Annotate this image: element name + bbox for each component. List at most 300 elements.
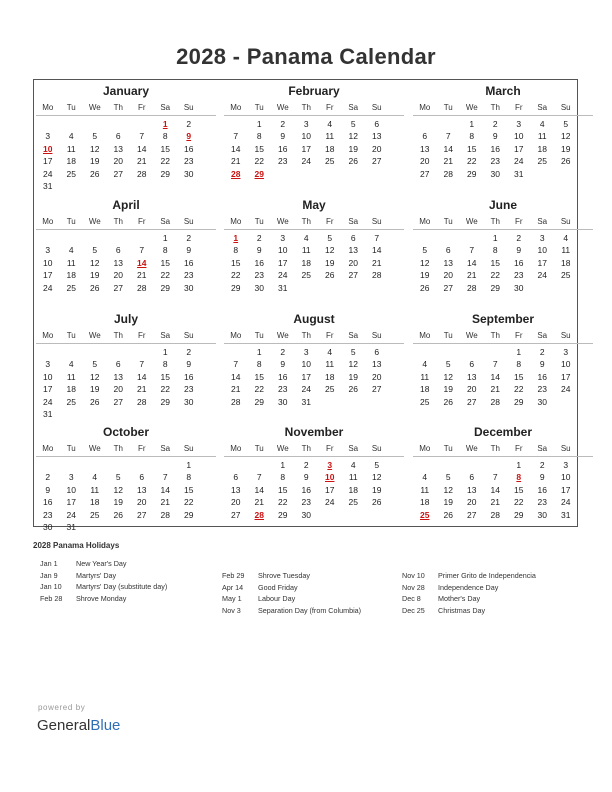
day-cell: 1 xyxy=(280,460,286,470)
empty-cell xyxy=(295,168,319,180)
day-cell: 19 xyxy=(348,371,358,382)
day-cell: 7 xyxy=(445,131,451,142)
empty-cell xyxy=(271,168,295,180)
holiday-item xyxy=(402,593,536,605)
weekday-label: Fr xyxy=(514,103,523,112)
week-row xyxy=(413,130,593,142)
holiday-date: Dec 25 xyxy=(402,605,425,615)
day-cell: 24 xyxy=(561,384,571,395)
weekday-label: Th xyxy=(301,217,311,226)
empty-cell xyxy=(342,396,366,408)
day-cell: 20 xyxy=(372,143,382,154)
weekday-label: We xyxy=(88,331,101,340)
weekday-header xyxy=(224,328,404,344)
day-cell: 26 xyxy=(90,396,100,407)
day-cell: 15 xyxy=(231,257,241,268)
day-cell: 26 xyxy=(372,497,382,508)
day-cell: 18 xyxy=(325,143,335,154)
day-cell: 19 xyxy=(443,497,453,508)
day-cell: 30 xyxy=(184,282,194,293)
day-cell: 12 xyxy=(90,143,100,154)
weekday-label: We xyxy=(465,103,478,112)
weekday-label: Sa xyxy=(348,217,359,226)
weekday-label: Tu xyxy=(66,103,76,112)
day-cell: 20 xyxy=(113,384,123,395)
holiday-name: Shrove Monday xyxy=(76,593,127,603)
month-march xyxy=(413,82,593,180)
weekday-label: We xyxy=(465,331,478,340)
week-row xyxy=(224,484,404,496)
weekday-label: Th xyxy=(113,103,123,112)
empty-cell xyxy=(413,118,437,130)
week-row xyxy=(36,118,216,130)
holiday-item xyxy=(40,570,167,582)
day-cell: 12 xyxy=(348,359,358,370)
weekday-label: Sa xyxy=(537,444,548,453)
day-cell: 23 xyxy=(278,156,288,167)
weekday-label: We xyxy=(465,444,478,453)
day-cell: 26 xyxy=(443,509,453,520)
day-cell: 23 xyxy=(43,509,53,520)
day-cell: 23 xyxy=(537,384,547,395)
day-cell: 18 xyxy=(537,143,547,154)
day-cell: 17 xyxy=(301,143,311,154)
weekday-label: Th xyxy=(113,331,123,340)
weekday-header xyxy=(224,100,404,116)
week-row xyxy=(224,155,404,167)
day-cell: 3 xyxy=(303,347,309,357)
day-cell: 21 xyxy=(160,497,170,508)
empty-cell xyxy=(224,118,248,130)
day-cell: 14 xyxy=(137,143,147,154)
day-cell: 5 xyxy=(92,359,98,370)
empty-cell xyxy=(365,282,389,294)
day-cell: 9 xyxy=(186,245,192,256)
day-cell: 6 xyxy=(233,472,239,483)
empty-cell xyxy=(437,232,461,244)
day-cell: 29 xyxy=(278,509,288,520)
day-cell: 1 xyxy=(492,233,498,243)
day-cell: 3 xyxy=(563,347,569,357)
week-row xyxy=(36,346,216,358)
empty-cell xyxy=(154,459,178,471)
weekday-label: Sa xyxy=(537,103,548,112)
empty-cell xyxy=(460,459,484,471)
day-cell: 29 xyxy=(254,168,264,179)
day-cell: 21 xyxy=(490,497,500,508)
weekday-label: We xyxy=(88,444,101,453)
weekday-label: Th xyxy=(490,103,500,112)
generalblue-logo[interactable] xyxy=(37,717,120,734)
week-row xyxy=(36,282,216,294)
day-cell: 4 xyxy=(563,233,569,243)
day-cell: 28 xyxy=(231,396,241,407)
empty-cell xyxy=(318,509,342,521)
week-row xyxy=(413,484,593,496)
weekday-header xyxy=(224,441,404,457)
day-cell: 20 xyxy=(348,257,358,268)
day-cell: 14 xyxy=(443,143,453,154)
day-cell: 13 xyxy=(467,371,477,382)
day-cell: 28 xyxy=(254,509,264,520)
week-row xyxy=(413,244,593,256)
day-cell: 28 xyxy=(372,270,382,281)
week-row xyxy=(224,130,404,142)
day-cell: 12 xyxy=(372,472,382,483)
week-row xyxy=(224,118,404,130)
holiday-date: Nov 10 xyxy=(402,571,425,580)
weekday-label: Sa xyxy=(348,444,359,453)
weekday-label: Fr xyxy=(514,217,523,226)
day-cell: 19 xyxy=(420,270,430,281)
day-cell: 20 xyxy=(137,497,147,508)
weekday-label: Tu xyxy=(254,217,264,226)
day-cell: 11 xyxy=(301,245,311,256)
weekday-label: Fr xyxy=(325,217,334,226)
day-cell: 25 xyxy=(325,384,335,395)
day-cell: 21 xyxy=(443,156,453,167)
day-cell: 21 xyxy=(254,497,264,508)
day-cell: 29 xyxy=(490,282,500,293)
weekday-header xyxy=(36,328,216,344)
weekday-label: Sa xyxy=(348,331,359,340)
month-name: August xyxy=(293,312,335,326)
day-cell: 15 xyxy=(514,371,524,382)
weekday-label: Th xyxy=(490,444,500,453)
month-december xyxy=(413,423,593,521)
weekday-header xyxy=(413,328,593,344)
week-row xyxy=(224,509,404,521)
day-cell: 6 xyxy=(422,131,428,142)
week-row xyxy=(413,459,593,471)
day-cell: 15 xyxy=(254,143,264,154)
weekday-header xyxy=(224,214,404,230)
day-cell: 15 xyxy=(514,484,524,495)
week-row xyxy=(413,396,593,408)
month-name: November xyxy=(284,425,344,439)
day-cell: 30 xyxy=(254,282,264,293)
day-cell: 30 xyxy=(43,521,53,532)
day-cell: 26 xyxy=(348,384,358,395)
day-cell: 3 xyxy=(45,245,51,256)
day-cell: 11 xyxy=(90,484,100,495)
day-cell: 25 xyxy=(420,396,430,407)
day-cell: 2 xyxy=(256,233,262,243)
day-cell: 13 xyxy=(420,143,430,154)
page-title: 2028 - Panama Calendar xyxy=(176,44,436,69)
week-row xyxy=(413,383,593,395)
month-august xyxy=(224,310,404,408)
empty-cell xyxy=(130,118,154,130)
holiday-date: Nov 3 xyxy=(222,605,241,615)
weekday-label: Mo xyxy=(230,444,242,453)
weekday-label: Tu xyxy=(254,331,264,340)
day-cell: 30 xyxy=(184,396,194,407)
weekday-label: Tu xyxy=(254,444,264,453)
day-cell: 4 xyxy=(68,359,74,370)
empty-cell xyxy=(36,232,60,244)
day-cell: 14 xyxy=(490,371,500,382)
day-cell: 16 xyxy=(514,257,524,268)
day-cell: 1 xyxy=(516,460,522,470)
day-cell: 9 xyxy=(516,245,522,256)
weekday-label: Su xyxy=(371,217,382,226)
day-cell: 23 xyxy=(537,497,547,508)
day-cell: 29 xyxy=(254,396,264,407)
weekday-label: Tu xyxy=(66,331,76,340)
week-row xyxy=(36,383,216,395)
empty-cell xyxy=(177,408,201,420)
day-cell: 14 xyxy=(490,484,500,495)
holiday-item xyxy=(222,605,361,617)
week-row xyxy=(413,155,593,167)
day-cell: 17 xyxy=(66,497,76,508)
day-cell: 25 xyxy=(561,270,571,281)
day-cell: 29 xyxy=(160,282,170,293)
empty-cell xyxy=(154,408,178,420)
day-cell: 22 xyxy=(254,156,264,167)
weekday-label: Fr xyxy=(325,331,334,340)
day-cell: 19 xyxy=(113,497,123,508)
day-cell: 15 xyxy=(160,257,170,268)
day-cell: 19 xyxy=(348,143,358,154)
day-cell: 19 xyxy=(325,257,335,268)
empty-cell xyxy=(531,168,555,180)
day-cell: 22 xyxy=(278,497,288,508)
empty-cell xyxy=(554,396,578,408)
week-row xyxy=(224,232,404,244)
day-cell: 1 xyxy=(162,233,168,243)
day-cell: 22 xyxy=(160,156,170,167)
empty-cell xyxy=(36,459,60,471)
day-cell: 7 xyxy=(492,472,498,483)
day-cell: 21 xyxy=(490,384,500,395)
weekday-header xyxy=(36,441,216,457)
weekday-label: Su xyxy=(560,331,571,340)
week-row xyxy=(36,521,216,533)
day-cell: 28 xyxy=(160,509,170,520)
day-cell: 27 xyxy=(467,396,477,407)
day-cell: 16 xyxy=(278,371,288,382)
empty-cell xyxy=(36,118,60,130)
weekday-label: Su xyxy=(183,331,194,340)
day-cell: 24 xyxy=(66,509,76,520)
day-cell: 5 xyxy=(327,233,333,243)
weekday-label: We xyxy=(276,103,289,112)
day-cell: 13 xyxy=(137,484,147,495)
empty-cell xyxy=(130,232,154,244)
weekday-label: Fr xyxy=(514,331,523,340)
day-cell: 5 xyxy=(445,359,451,370)
day-cell: 28 xyxy=(137,282,147,293)
day-cell: 3 xyxy=(280,233,286,243)
day-cell: 31 xyxy=(561,509,571,520)
weekday-label: Mo xyxy=(230,331,242,340)
empty-cell xyxy=(365,168,389,180)
week-row xyxy=(224,383,404,395)
day-cell: 15 xyxy=(467,143,477,154)
weekday-label: Th xyxy=(301,444,311,453)
month-may xyxy=(224,196,404,294)
empty-cell xyxy=(554,168,578,180)
empty-cell xyxy=(83,521,107,533)
month-name: December xyxy=(473,425,533,439)
holiday-date: Dec 8 xyxy=(402,594,421,603)
week-row xyxy=(224,396,404,408)
holiday-name: Mother's Day xyxy=(438,594,481,603)
week-row xyxy=(36,459,216,471)
holiday-name: Martyrs' Day (substitute day) xyxy=(76,582,168,591)
weekday-label: Tu xyxy=(443,103,453,112)
day-cell: 12 xyxy=(113,484,123,495)
empty-cell xyxy=(60,408,84,420)
day-cell: 23 xyxy=(184,156,194,167)
holiday-item xyxy=(40,558,167,570)
day-cell: 29 xyxy=(231,282,241,293)
day-cell: 18 xyxy=(561,257,571,268)
day-cell: 22 xyxy=(160,270,170,281)
day-cell: 8 xyxy=(162,359,168,370)
day-cell: 7 xyxy=(374,233,380,243)
week-row xyxy=(224,257,404,269)
empty-cell xyxy=(130,459,154,471)
week-row xyxy=(224,358,404,370)
day-cell: 15 xyxy=(184,484,194,495)
holiday-date: Feb 28 xyxy=(40,593,63,603)
empty-cell xyxy=(437,459,461,471)
holiday-item xyxy=(40,593,167,605)
day-cell: 3 xyxy=(327,460,333,470)
weekday-label: Su xyxy=(560,444,571,453)
day-cell: 21 xyxy=(137,270,147,281)
day-cell: 3 xyxy=(539,233,545,243)
empty-cell xyxy=(365,509,389,521)
day-cell: 1 xyxy=(516,347,522,357)
day-cell: 22 xyxy=(514,497,524,508)
day-cell: 10 xyxy=(43,143,53,154)
empty-cell xyxy=(130,346,154,358)
day-cell: 30 xyxy=(537,509,547,520)
holidays-title: 2028 Panama Holidays xyxy=(33,541,120,550)
empty-cell xyxy=(107,459,131,471)
day-cell: 18 xyxy=(420,497,430,508)
day-cell: 2 xyxy=(492,119,498,129)
empty-cell xyxy=(437,118,461,130)
day-cell: 4 xyxy=(539,119,545,129)
day-cell: 13 xyxy=(348,245,358,256)
day-cell: 7 xyxy=(139,131,145,142)
empty-cell xyxy=(224,346,248,358)
day-cell: 30 xyxy=(184,168,194,179)
holiday-date: May 1 xyxy=(222,594,242,603)
day-cell: 26 xyxy=(113,509,123,520)
day-cell: 3 xyxy=(68,472,74,483)
weekday-label: Th xyxy=(301,103,311,112)
empty-cell xyxy=(83,346,107,358)
weekday-label: Th xyxy=(490,217,500,226)
day-cell: 28 xyxy=(490,396,500,407)
day-cell: 23 xyxy=(184,270,194,281)
day-cell: 16 xyxy=(43,497,53,508)
day-cell: 28 xyxy=(137,396,147,407)
day-cell: 22 xyxy=(254,384,264,395)
day-cell: 4 xyxy=(422,472,428,483)
month-october xyxy=(36,423,216,533)
holiday-name: Independence Day xyxy=(438,582,499,592)
day-cell: 13 xyxy=(467,484,477,495)
empty-cell xyxy=(83,459,107,471)
week-row xyxy=(413,282,593,294)
week-row xyxy=(413,471,593,483)
day-cell: 18 xyxy=(348,484,358,495)
day-cell: 27 xyxy=(372,156,382,167)
day-cell: 12 xyxy=(90,371,100,382)
day-cell: 12 xyxy=(348,131,358,142)
day-cell: 29 xyxy=(160,396,170,407)
holiday-name: Labour Day xyxy=(258,594,296,603)
day-cell: 30 xyxy=(537,396,547,407)
day-cell: 5 xyxy=(445,472,451,483)
day-cell: 8 xyxy=(256,359,262,370)
day-cell: 9 xyxy=(492,131,498,142)
day-cell: 23 xyxy=(278,384,288,395)
day-cell: 23 xyxy=(184,384,194,395)
empty-cell xyxy=(107,232,131,244)
weekday-label: Su xyxy=(183,103,194,112)
weekday-label: Sa xyxy=(348,103,359,112)
day-cell: 13 xyxy=(443,257,453,268)
day-cell: 14 xyxy=(160,484,170,495)
day-cell: 5 xyxy=(563,119,569,129)
day-cell: 17 xyxy=(301,371,311,382)
weekday-label: Th xyxy=(113,217,123,226)
day-cell: 10 xyxy=(514,131,524,142)
day-cell: 10 xyxy=(278,245,288,256)
holiday-name: Martyrs' Day xyxy=(76,570,117,580)
day-cell: 21 xyxy=(231,384,241,395)
weekday-label: We xyxy=(88,103,101,112)
day-cell: 7 xyxy=(233,131,239,142)
day-cell: 20 xyxy=(443,270,453,281)
week-row xyxy=(224,282,404,294)
day-cell: 16 xyxy=(490,143,500,154)
week-row xyxy=(36,232,216,244)
empty-cell xyxy=(130,408,154,420)
empty-cell xyxy=(107,521,131,533)
day-cell: 31 xyxy=(514,168,524,179)
day-cell: 21 xyxy=(137,384,147,395)
weekday-label: We xyxy=(276,217,289,226)
brand-blue: Blue xyxy=(90,717,121,734)
week-row xyxy=(413,257,593,269)
weekday-label: Fr xyxy=(137,331,146,340)
day-cell: 24 xyxy=(43,396,53,407)
week-row xyxy=(36,496,216,508)
week-row xyxy=(36,358,216,370)
weekday-header xyxy=(36,214,216,230)
weekday-label: Su xyxy=(560,217,571,226)
day-cell: 11 xyxy=(66,257,76,268)
day-cell: 2 xyxy=(186,119,192,129)
day-cell: 20 xyxy=(467,384,477,395)
day-cell: 18 xyxy=(66,384,76,395)
weekday-label: Sa xyxy=(160,103,171,112)
day-cell: 26 xyxy=(443,396,453,407)
weekday-label: Su xyxy=(371,444,382,453)
empty-cell xyxy=(83,180,107,192)
weekday-label: Sa xyxy=(537,217,548,226)
holiday-column xyxy=(222,570,361,616)
